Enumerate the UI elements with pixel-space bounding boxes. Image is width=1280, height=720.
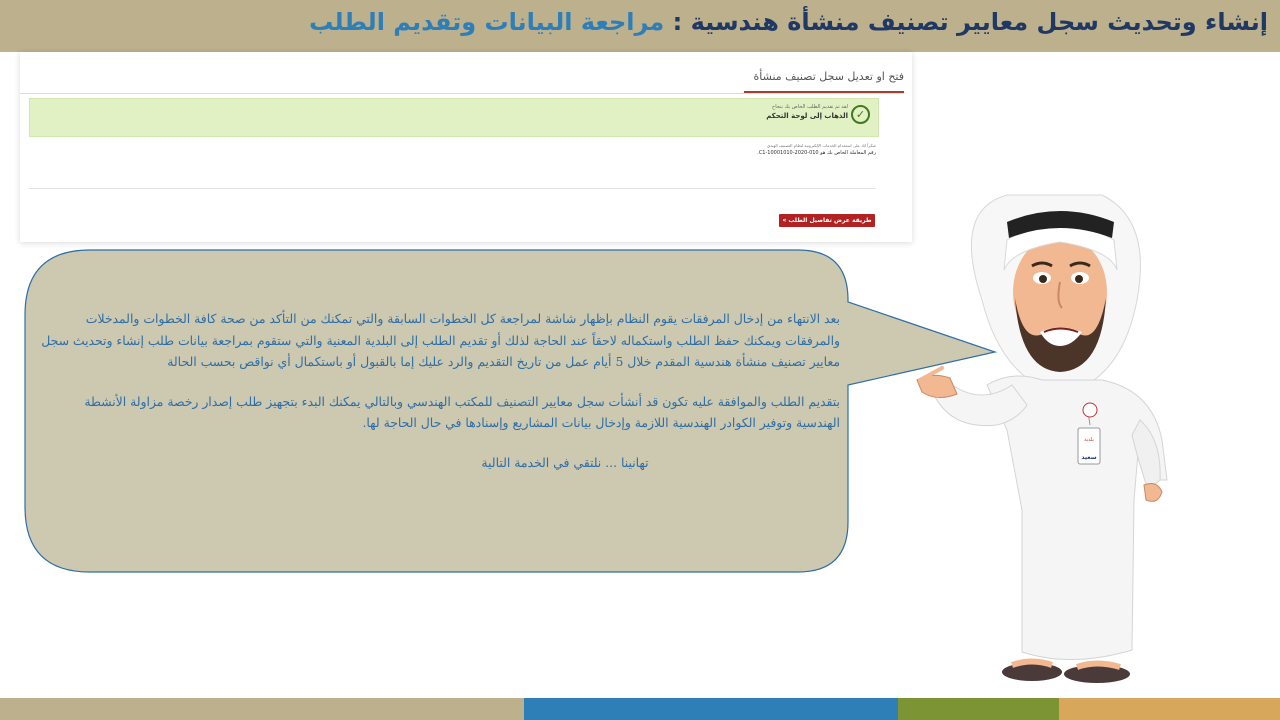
bubble-closing: تهانينا ... نلتقي في الخدمة التالية <box>481 454 649 470</box>
dashboard-link[interactable]: الذهاب إلى لوحة التحكم <box>766 112 848 120</box>
thank-you-text: شكراً لك على استخدام الخدمات الإلكترونية لنظام التصنيف الهندي <box>767 143 876 148</box>
transaction-number-text: رقم المعاملة الخاص بك هو C1-10001010-2020-010. <box>757 150 876 156</box>
bubble-paragraph-1: بعد الانتهاء من إدخال المرفقات يقوم النظام بإظهار شاشة لمراجعة كل الخطوات السابقة والتي تمكنك من التأكد من صحة كافة الخطوات والمدخلات والمرفقات ويمكنك حفظ الطلب واستكماله لاحقاً عند الحاجة لذلك أو تقديم الطلب إلى البلدية المعنية والتي ستقوم بمراجعة بيانات طلب إنشاء وتحديث سجل معايير تصنيف منشأة هندسية المقدم خلال 5 أيام عمل من تاريخ التقديم والرد عليك إما بالقبول أو باستكمال أي نواقص بحسب الحالة <box>41 311 840 369</box>
presenter-character <box>912 180 1182 690</box>
bubble-text <box>40 308 840 473</box>
badge-name-text: سعيد <box>1081 454 1097 461</box>
title-subtitle: مراجعة البيانات وتقديم الطلب <box>309 8 665 36</box>
checkmark-icon: ✓ <box>851 105 870 124</box>
badge-top-text: بلدية <box>1084 437 1094 443</box>
footer-segment-3 <box>898 698 1059 720</box>
footer-segment-2 <box>524 698 898 720</box>
view-request-details-button[interactable]: طريقة عرض تفاصيل الطلب » <box>779 214 875 227</box>
success-message: لقد تم تقديم الطلب الخاص بك بنجاح <box>772 104 848 110</box>
title-main: إنشاء وتحديث سجل معايير تصنيف منشأة هندسية <box>690 8 1268 36</box>
footer-segment-4 <box>1059 698 1280 720</box>
footer-color-strip <box>0 698 1280 720</box>
tab-open-edit-record[interactable]: فتح او تعديل سجل تصنيف منشأة <box>753 70 904 83</box>
bubble-paragraph-2: بتقديم الطلب والموافقة عليه تكون قد أنشأت سجل معايير التصنيف للمكتب الهندسي وبالتالي يمكنك البدء بتجهيز طلب إصدار رخصة مزاولة الأنشطة الهندسية وتوفير الكوادر الهندسية اللازمة وإدخال بيانات المشاريع وإسنادها في حال الحاجة لها. <box>84 393 840 430</box>
footer-segment-1 <box>0 698 524 720</box>
title-separator: : <box>664 8 691 36</box>
